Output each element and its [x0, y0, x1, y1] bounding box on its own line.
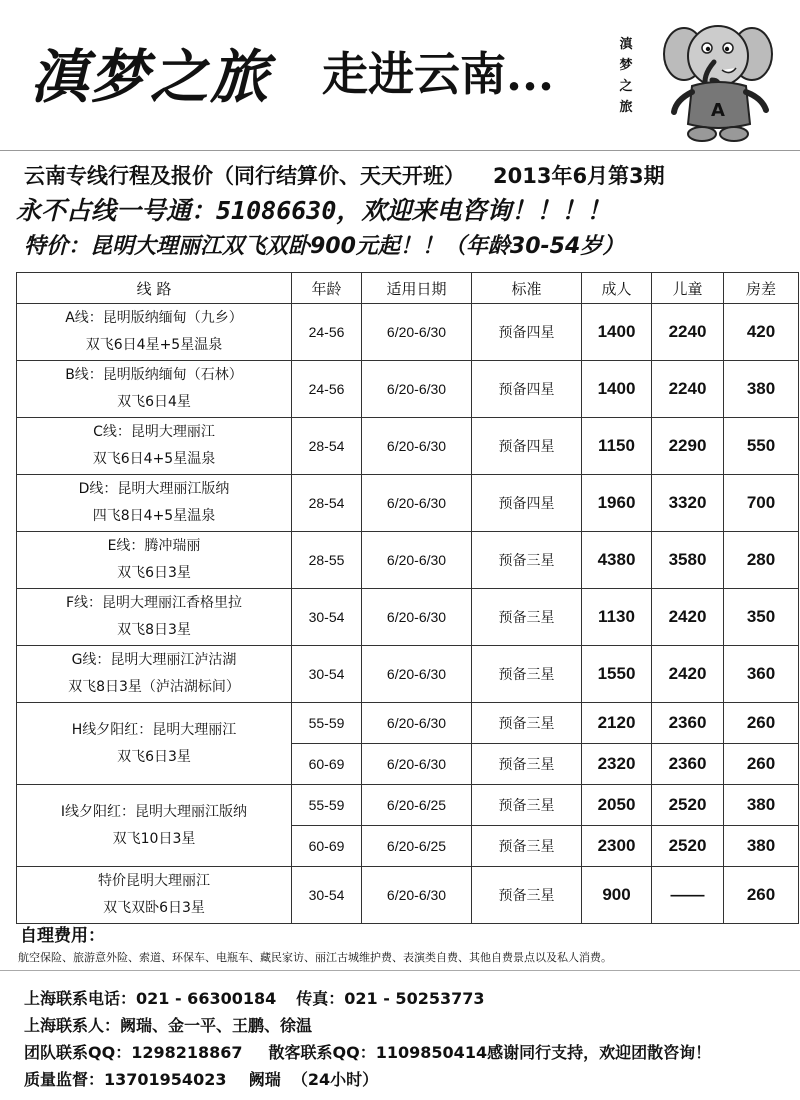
route-line2: 四飞8日4+5星温泉: [92, 508, 216, 524]
route-line1: D线：昆明大理丽江版纳: [78, 481, 230, 497]
room-cell: 380: [724, 785, 799, 826]
contact-phone-row: [24, 985, 799, 1012]
route-line1: G线：昆明大理丽江泸沽湖: [71, 652, 237, 668]
adult-cell: 2320: [582, 744, 652, 785]
route-line2: 双飞6日4+5星温泉: [92, 451, 216, 467]
contact-persons: 上海联系人：阙瑞、金一平、王鹏、徐温: [24, 1016, 313, 1035]
header: [0, 0, 800, 151]
phone-number: 上海联系电话：021 - 66300184: [24, 989, 277, 1008]
std-cell: 预备三星: [472, 744, 582, 785]
room-cell: 550: [724, 418, 799, 475]
date-cell: 6/20-6/25: [362, 785, 472, 826]
room-cell: 350: [724, 589, 799, 646]
age-cell: 30-54: [292, 646, 362, 703]
route-line2: 双飞6日3星: [117, 748, 191, 765]
std-cell: 预备四星: [472, 304, 582, 361]
col-header-age: 年龄: [292, 273, 362, 304]
adult-cell: 2050: [582, 785, 652, 826]
route-line1: H线夕阳红：昆明大理丽江: [71, 721, 237, 738]
vertical-char: 梦: [619, 58, 633, 73]
single-qq: 散客联系QQ：1109850414感谢同行支持，欢迎团散咨询！: [268, 1043, 712, 1062]
child-cell: 2420: [652, 646, 724, 703]
route-cell: [17, 785, 292, 867]
table-row: [17, 418, 799, 475]
child-cell: 2240: [652, 361, 724, 418]
route-line1: A线：昆明版纳缅甸（九乡）: [65, 310, 243, 326]
room-cell: 380: [724, 826, 799, 867]
std-cell: 预备三星: [472, 532, 582, 589]
col-header-child: 儿童: [652, 273, 724, 304]
self-pay-section: [16, 924, 798, 968]
child-cell: 2520: [652, 826, 724, 867]
route-cell: [17, 532, 292, 589]
age-cell: 30-54: [292, 867, 362, 924]
date-cell: 6/20-6/30: [362, 703, 472, 744]
table-row: [17, 475, 799, 532]
child-cell: 3320: [652, 475, 724, 532]
age-cell: 60-69: [292, 744, 362, 785]
vertical-char: 旅: [619, 100, 633, 115]
table-row: [17, 589, 799, 646]
std-cell: 预备四星: [472, 475, 582, 532]
route-line1: B线：昆明版纳缅甸（石林）: [65, 367, 243, 383]
adult-cell: 2300: [582, 826, 652, 867]
child-cell: 3580: [652, 532, 724, 589]
table-row: [17, 867, 799, 924]
table-row: [17, 646, 799, 703]
adult-cell: 1130: [582, 589, 652, 646]
self-pay-items: 航空保险、旅游意外险、索道、环保车、电瓶车、藏民家访、丽江古城维护费、表演类自费、其他自费景点以及私人消费。: [18, 951, 612, 964]
contacts: [24, 985, 799, 1093]
col-header-room: 房差: [724, 273, 799, 304]
route-line1: F线：昆明大理丽江香格里拉: [65, 595, 243, 611]
child-cell: ——: [652, 867, 724, 924]
room-cell: 360: [724, 646, 799, 703]
divider: [0, 970, 800, 971]
date-cell: 6/20-6/30: [362, 589, 472, 646]
age-cell: 60-69: [292, 826, 362, 867]
group-qq: 团队联系QQ：1298218867: [24, 1043, 243, 1062]
age-cell: 24-56: [292, 304, 362, 361]
route-line2: 双飞6日4星+5星温泉: [85, 337, 223, 353]
room-cell: 260: [724, 867, 799, 924]
date-cell: 6/20-6/30: [362, 744, 472, 785]
route-line2: 双飞8日3星（泸沽湖标间）: [68, 679, 240, 695]
route-line1: E线：腾冲瑞丽: [107, 538, 201, 554]
adult-cell: 4380: [582, 532, 652, 589]
adult-cell: 900: [582, 867, 652, 924]
route-cell: [17, 867, 292, 924]
date-cell: 6/20-6/30: [362, 304, 472, 361]
table-header-row: [17, 273, 799, 304]
child-cell: 2360: [652, 703, 724, 744]
date-cell: 6/20-6/25: [362, 826, 472, 867]
special-offer-banner: 特价：昆明大理丽江双飞双卧900元起！！（年龄30-54岁）: [24, 234, 625, 259]
age-cell: 24-56: [292, 361, 362, 418]
age-cell: 55-59: [292, 703, 362, 744]
route-cell: [17, 703, 292, 785]
intro: [16, 160, 796, 264]
route-cell: [17, 304, 292, 361]
age-cell: 28-54: [292, 418, 362, 475]
age-cell: 55-59: [292, 785, 362, 826]
std-cell: 预备三星: [472, 589, 582, 646]
qq-row: [24, 1039, 799, 1066]
adult-cell: 1550: [582, 646, 652, 703]
col-header-adult: 成人: [582, 273, 652, 304]
table-row: [17, 532, 799, 589]
price-list-heading: [16, 160, 796, 192]
room-cell: 380: [724, 361, 799, 418]
price-table: [16, 272, 799, 924]
route-line2: 双飞8日3星: [117, 622, 191, 638]
room-cell: 260: [724, 703, 799, 744]
room-cell: 700: [724, 475, 799, 532]
vertical-char: 滇: [619, 37, 633, 52]
col-header-date: 适用日期: [362, 273, 472, 304]
route-line1: 特价昆明大理丽江: [98, 873, 210, 889]
table-row: [17, 703, 799, 744]
hotline-banner: 永不占线一号通：51086630，欢迎来电咨询！！！！: [16, 196, 612, 225]
age-cell: 30-54: [292, 589, 362, 646]
child-cell: 2290: [652, 418, 724, 475]
std-cell: 预备三星: [472, 867, 582, 924]
slogan: 走进云南...: [322, 47, 555, 101]
adult-cell: 1150: [582, 418, 652, 475]
std-cell: 预备三星: [472, 826, 582, 867]
route-cell: [17, 361, 292, 418]
date-cell: 6/20-6/30: [362, 532, 472, 589]
elephant-mascot-icon: [662, 14, 774, 144]
route-line2: 双飞双卧6日3星: [103, 900, 205, 916]
route-cell: [17, 646, 292, 703]
adult-cell: 1400: [582, 361, 652, 418]
self-pay-title: 自理费用：: [20, 926, 105, 946]
route-line1: I线夕阳红：昆明大理丽江版纳: [60, 803, 248, 820]
col-header-standard: 标准: [472, 273, 582, 304]
date-cell: 6/20-6/30: [362, 475, 472, 532]
svg-text:A: A: [711, 100, 725, 121]
route-line2: 双飞10日3星: [112, 830, 196, 847]
child-cell: 2360: [652, 744, 724, 785]
route-cell: [17, 418, 292, 475]
issue-label: 2013年6月第3期: [493, 164, 665, 188]
adult-cell: 2120: [582, 703, 652, 744]
table-row: [17, 361, 799, 418]
child-cell: 2420: [652, 589, 724, 646]
vertical-char: 之: [619, 79, 633, 94]
room-cell: 280: [724, 532, 799, 589]
route-line1: C线：昆明大理丽江: [93, 424, 215, 440]
route-cell: [17, 475, 292, 532]
heading-text: 云南专线行程及报价（同行结算价、天天开班）: [24, 164, 465, 188]
adult-cell: 1960: [582, 475, 652, 532]
vertical-brand: [616, 34, 636, 118]
room-cell: 260: [724, 744, 799, 785]
age-cell: 28-54: [292, 475, 362, 532]
adult-cell: 1400: [582, 304, 652, 361]
room-cell: 420: [724, 304, 799, 361]
col-header-route: 线 路: [17, 273, 292, 304]
std-cell: 预备三星: [472, 646, 582, 703]
table-row: [17, 785, 799, 826]
route-line2: 双飞6日4星: [117, 394, 191, 410]
age-cell: 28-55: [292, 532, 362, 589]
route-cell: [17, 589, 292, 646]
date-cell: 6/20-6/30: [362, 867, 472, 924]
fax-number: 传真：021 - 50253773: [296, 989, 485, 1008]
std-cell: 预备三星: [472, 785, 582, 826]
date-cell: 6/20-6/30: [362, 418, 472, 475]
brand-title: 滇梦之旅: [30, 43, 271, 111]
table-row: [17, 304, 799, 361]
std-cell: 预备四星: [472, 361, 582, 418]
route-line2: 双飞6日3星: [117, 565, 191, 581]
std-cell: 预备三星: [472, 703, 582, 744]
date-cell: 6/20-6/30: [362, 361, 472, 418]
std-cell: 预备四星: [472, 418, 582, 475]
child-cell: 2240: [652, 304, 724, 361]
quality-supervision: 质量监督：13701954023 阙瑞 （24小时）: [24, 1070, 379, 1089]
child-cell: 2520: [652, 785, 724, 826]
date-cell: 6/20-6/30: [362, 646, 472, 703]
